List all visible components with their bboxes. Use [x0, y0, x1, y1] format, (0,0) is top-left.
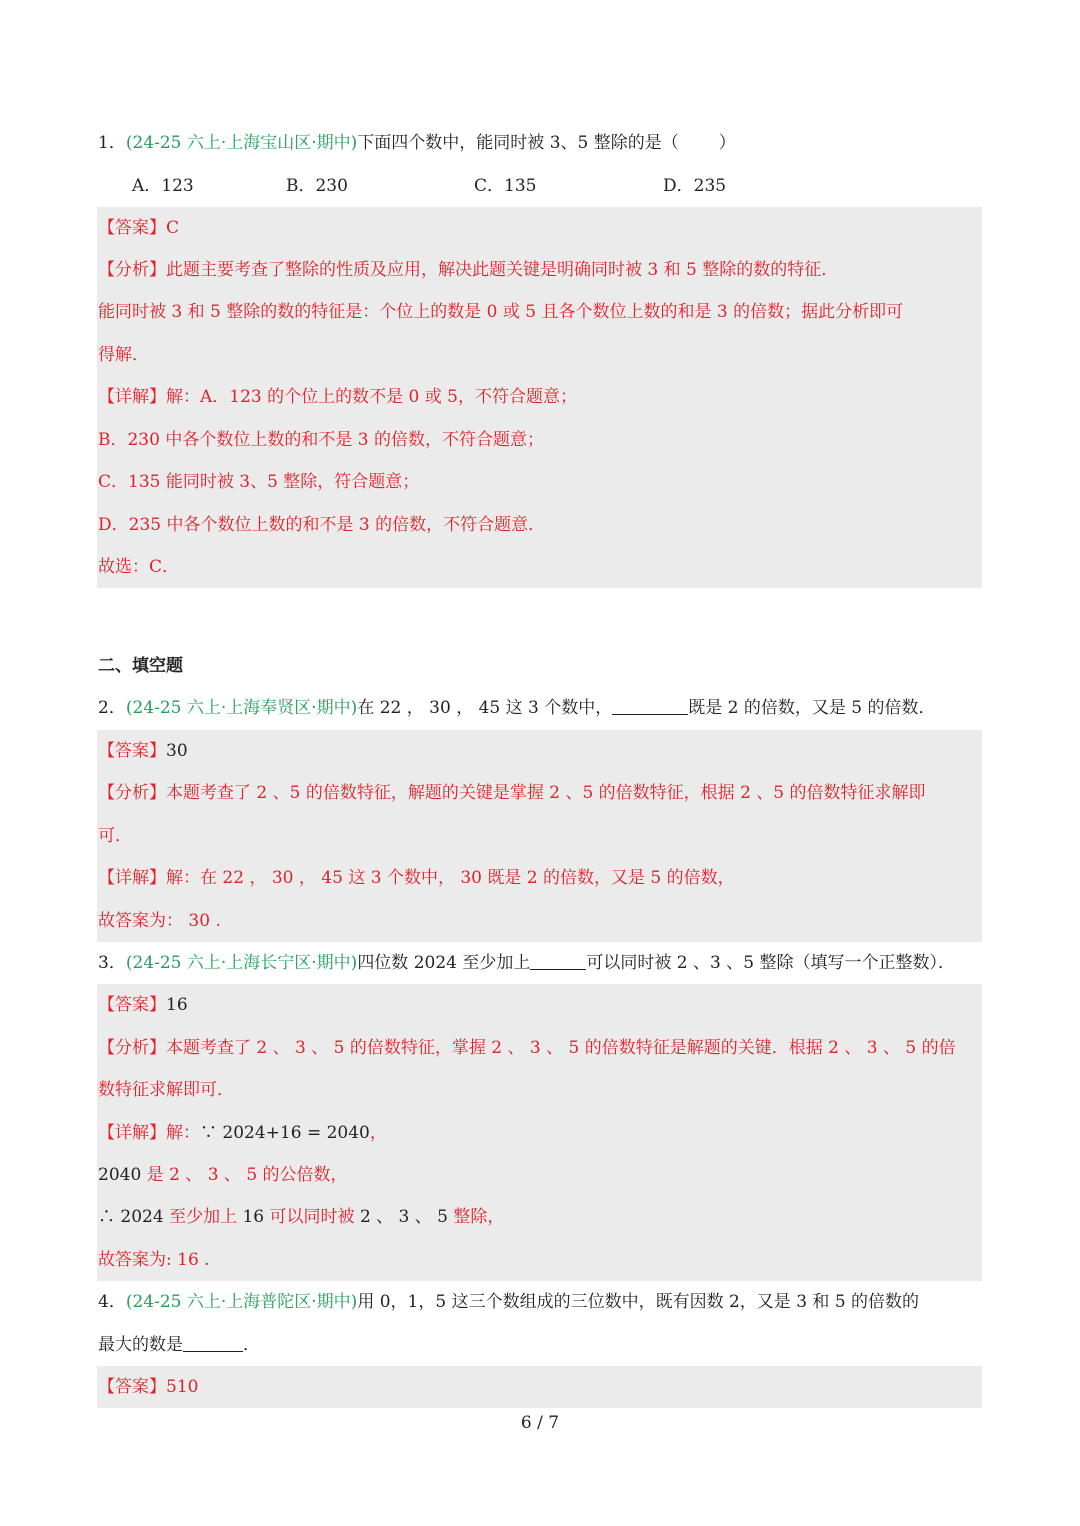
answer-value: 16	[166, 995, 188, 1015]
q4-stem-line-2	[98, 1333, 260, 1357]
question-number: 3．	[98, 953, 126, 973]
detail-text: 解：	[166, 1123, 200, 1143]
answer-tag: 【答案】	[98, 995, 166, 1015]
question-paren: ）	[718, 133, 736, 153]
detail-tag: 【详解】	[98, 387, 166, 407]
q3-analysis	[98, 1036, 956, 1060]
option-a: A．123	[132, 176, 194, 196]
q1-detail-line-3: C．135 能同时被 3、5 整除，符合题意；	[98, 472, 420, 492]
q4-stem	[98, 1290, 919, 1314]
question-text-end: 可以同时被 2 、3 、5 整除（填写一个正整数）．	[586, 953, 955, 973]
q1-stem	[98, 131, 736, 155]
answer-tag: 【答案】	[98, 1377, 166, 1397]
question-number: 4．	[98, 1292, 126, 1312]
q3-answer	[98, 993, 188, 1017]
q2-detail-line-2: 故答案为： 30 .	[98, 911, 221, 931]
q1-detail	[98, 385, 577, 409]
question-number: 1．	[98, 133, 126, 153]
q2-analysis-line-2: 可．	[98, 826, 132, 846]
analysis-text: 本题考查了 2 、 3 、 5 的倍数特征，掌握 2 、 3 、 5 的倍数特征是解题的关键．根据 2 、 3 、 5 的倍	[166, 1038, 956, 1058]
question-text-end: ．	[243, 1335, 260, 1355]
q1-answer	[98, 216, 179, 240]
question-text: 在 22 ， 30 ， 45 这 3 个数中，	[357, 698, 613, 718]
detail-formula: ∵ 2024+16 = 2040	[200, 1123, 370, 1143]
answer-value: 30	[166, 741, 188, 761]
answer-blank	[612, 696, 688, 715]
detail-number: 2 、 3 、 5	[359, 1207, 449, 1227]
q1-analysis	[98, 258, 838, 282]
q3-stem	[98, 951, 955, 975]
q3-detail-line-4: 故答案为: 16 .	[98, 1250, 210, 1270]
q2-analysis	[98, 781, 926, 805]
question-text: 最大的数是	[98, 1335, 183, 1355]
detail-text: 至少加上	[163, 1207, 243, 1227]
detail-punct: ，	[369, 1123, 387, 1143]
q2-answer	[98, 739, 188, 763]
analysis-tag: 【分析】	[98, 783, 166, 803]
analysis-tag: 【分析】	[98, 1038, 166, 1058]
question-text: 用 0，1，5 这三个数组成的三位数中，既有因数 2，又是 3 和 5 的倍数的	[357, 1292, 920, 1312]
detail-text: 解：A．123 的个位上的数不是 0 或 5，不符合题意；	[166, 387, 577, 407]
detail-tag: 【详解】	[98, 1123, 166, 1143]
q2-stem	[98, 696, 936, 720]
question-text: 下面四个数中，能同时被 3、5 整除的是（	[357, 133, 679, 153]
question-source: (24-25 六上·上海长宁区·期中)	[125, 953, 358, 973]
q3-detail-line-3	[98, 1205, 504, 1229]
q2-solution-box	[97, 730, 982, 942]
detail-number: 16	[242, 1207, 265, 1227]
q3-detail-line-2	[98, 1163, 348, 1187]
section-title: 二、填空题	[98, 656, 183, 676]
answer-blank	[530, 951, 586, 970]
answer-blank	[183, 1333, 243, 1352]
q3-analysis-line-2: 数特征求解即可．	[98, 1080, 234, 1100]
q2-detail	[98, 866, 735, 890]
analysis-text: 此题主要考查了整除的性质及应用，解决此题关键是明确同时被 3 和 5 整除的数的特征．	[166, 260, 839, 280]
answer-value: C	[166, 218, 180, 238]
page-number: 6 / 7	[520, 1413, 560, 1433]
detail-text: 是 2 、 3 、 5 的公倍数，	[141, 1165, 348, 1185]
question-source: (24-25 六上·上海普陀区·期中)	[125, 1292, 358, 1312]
q1-detail-line-4: D．235 中各个数位上数的和不是 3 的倍数，不符合题意．	[98, 515, 546, 535]
question-text: 四位数 2024 至少加上	[357, 953, 531, 973]
option-b: B．230	[286, 176, 348, 196]
detail-number: 2040	[98, 1165, 142, 1185]
question-source: (24-25 六上·上海奉贤区·期中)	[125, 698, 358, 718]
q1-detail-line-5: 故选：C．	[98, 557, 180, 577]
detail-text: 整除，	[448, 1207, 505, 1227]
detail-text: 可以同时被	[264, 1207, 360, 1227]
q1-analysis-line-2: 能同时被 3 和 5 整除的数的特征是：个位上的数是 0 或 5 且各个数位上数的和是 3 的倍数；据此分析即可	[98, 302, 904, 322]
question-number: 2．	[98, 698, 126, 718]
detail-text: 解：在 22 ， 30 ， 45 这 3 个数中， 30 既是 2 的倍数，又是 5 的倍数，	[166, 868, 735, 888]
detail-number: ∴ 2024	[98, 1207, 164, 1227]
detail-tag: 【详解】	[98, 868, 166, 888]
q1-analysis-line-3: 得解．	[98, 345, 149, 365]
answer-tag: 【答案】	[98, 741, 166, 761]
q4-answer	[98, 1375, 198, 1399]
q3-detail	[98, 1121, 387, 1145]
question-source: (24-25 六上·上海宝山区·期中)	[125, 133, 358, 153]
option-c: C．135	[474, 176, 537, 196]
answer-value: 510	[166, 1377, 199, 1397]
q4-solution-box	[97, 1366, 982, 1408]
question-text-end: 既是 2 的倍数，又是 5 的倍数．	[688, 698, 936, 718]
analysis-tag: 【分析】	[98, 260, 166, 280]
q1-detail-line-2: B．230 中各个数位上数的和不是 3 的倍数，不符合题意；	[98, 430, 544, 450]
answer-tag: 【答案】	[98, 218, 166, 238]
analysis-text: 本题考查了 2 、5 的倍数特征，解题的关键是掌握 2 、5 的倍数特征，根据 2 、5 的倍数特征求解即	[166, 783, 926, 803]
option-d: D．235	[663, 176, 727, 196]
